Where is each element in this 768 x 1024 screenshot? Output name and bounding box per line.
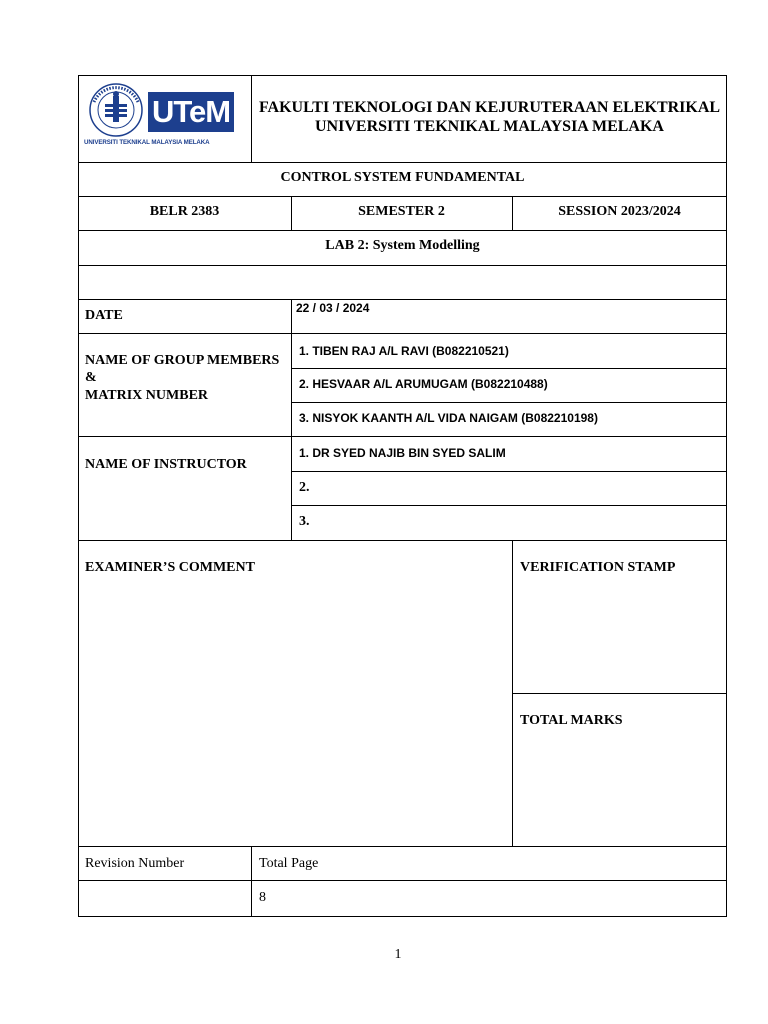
lab-title: LAB 2: System Modelling: [325, 238, 480, 253]
utem-logo: [84, 82, 234, 152]
row-divider: [512, 693, 727, 694]
row-divider: [292, 402, 727, 403]
total-page-label: Total Page: [259, 856, 319, 871]
instructor-3: 3.: [299, 514, 310, 529]
session: SESSION 2023/2024: [558, 204, 681, 219]
examiner-comment-label: EXAMINER’S COMMENT: [85, 560, 255, 575]
instructor-2: 2.: [299, 480, 310, 495]
members-label-line3: MATRIX NUMBER: [85, 388, 209, 403]
member-1: 1. TIBEN RAJ A/L RAVI (B082210521): [299, 344, 509, 358]
date-value: 22 / 03 / 2024: [296, 301, 370, 315]
column-divider: [251, 846, 252, 916]
logo-caption: UNIVERSITI TEKNIKAL MALAYSIA MELAKA: [84, 139, 210, 146]
page-number: 1: [394, 947, 402, 962]
utem-wordmark: [148, 92, 234, 132]
row-divider: [78, 196, 727, 197]
row-divider: [78, 162, 727, 163]
total-page-value: 8: [259, 890, 266, 905]
cover-table-frame: [78, 75, 727, 917]
member-2: 2. HESVAAR A/L ARUMUGAM (B082210488): [299, 377, 548, 391]
semester: SEMESTER 2: [358, 204, 445, 219]
instructor-1: 1. DR SYED NAJIB BIN SYED SALIM: [299, 446, 506, 460]
course-code: BELR 2383: [149, 204, 220, 219]
university-title: UNIVERSITI TEKNIKAL MALAYSIA MELAKA: [315, 118, 664, 135]
members-label-line2: &: [85, 370, 97, 385]
row-divider: [78, 436, 727, 437]
university-seal-icon: [86, 82, 146, 138]
member-3: 3. NISYOK KAANTH A/L VIDA NAIGAM (B082210198): [299, 411, 598, 425]
row-divider: [78, 540, 727, 541]
date-label: DATE: [85, 308, 123, 323]
row-divider: [78, 230, 727, 231]
faculty-title: FAKULTI TEKNOLOGI DAN KEJURUTERAAN ELEKTRIKAL: [258, 99, 721, 116]
row-divider: [78, 846, 727, 847]
column-divider: [512, 540, 513, 846]
row-divider: [292, 471, 727, 472]
course-title: CONTROL SYSTEM FUNDAMENTAL: [280, 170, 525, 185]
logo-text: UTeM: [151, 94, 231, 129]
row-divider: [78, 333, 727, 334]
row-divider: [292, 368, 727, 369]
row-divider: [78, 265, 727, 266]
total-marks-label: TOTAL MARKS: [520, 713, 623, 728]
revision-number-label: Revision Number: [85, 856, 185, 871]
row-divider: [292, 505, 727, 506]
column-divider: [291, 299, 292, 540]
row-divider: [78, 880, 727, 881]
verification-stamp-label: VERIFICATION STAMP: [520, 560, 676, 575]
members-label-line1: NAME OF GROUP MEMBERS: [85, 353, 280, 368]
row-divider: [78, 299, 727, 300]
instructor-label: NAME OF INSTRUCTOR: [85, 457, 247, 472]
